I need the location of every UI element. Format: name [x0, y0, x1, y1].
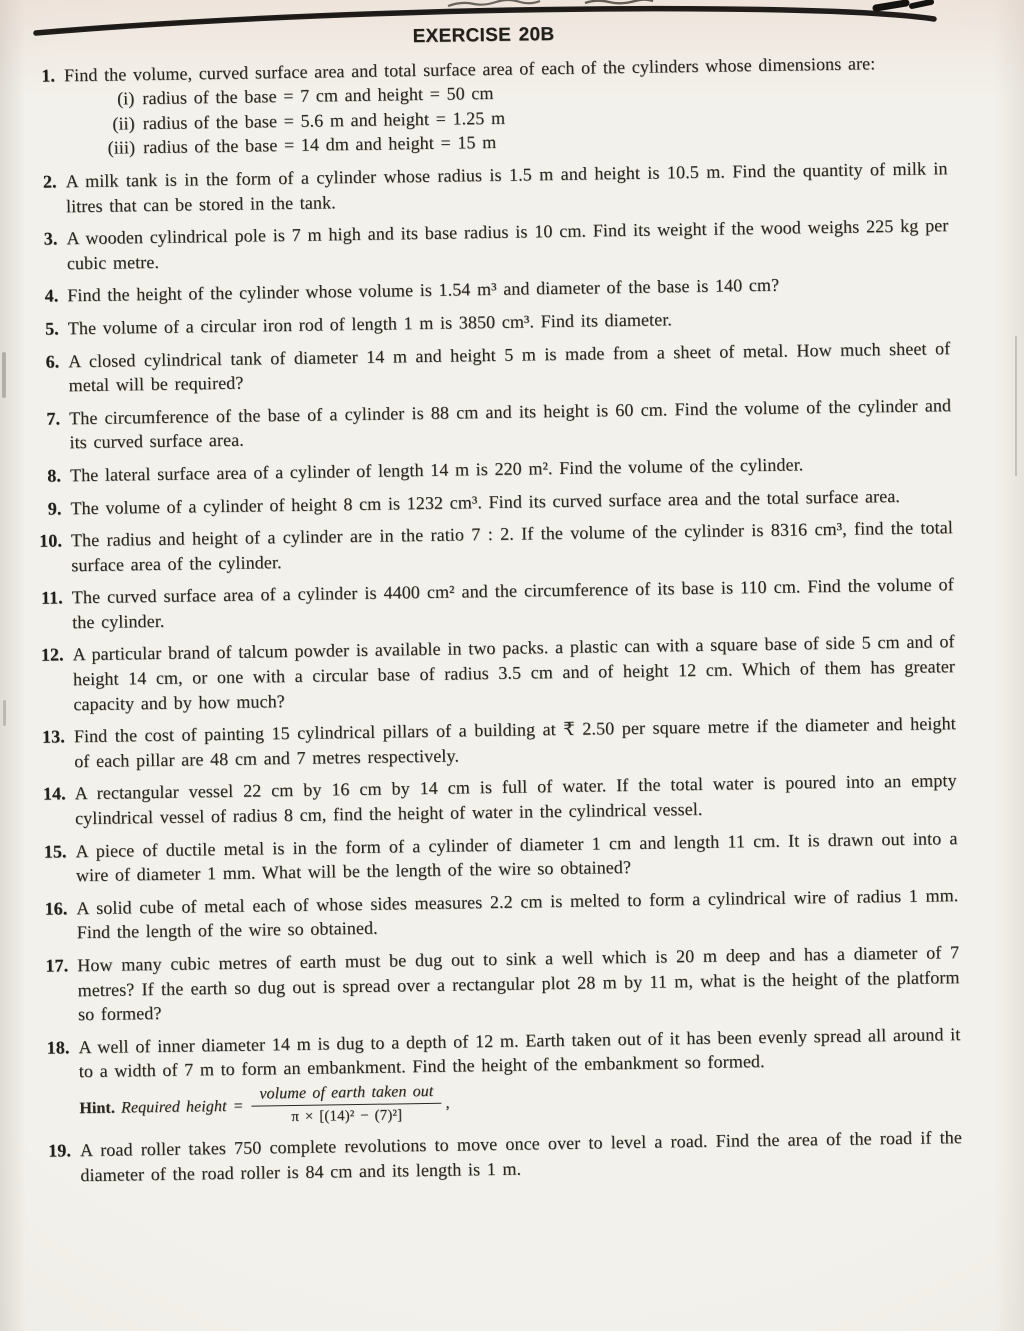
- question-text: A rectangular vessel 22 cm by 16 cm by 14 cm is full of water. If the total water is poured into an empty cylindrical vessel of radius 8 cm, find the height of water in the cylindrical vessel.: [74, 770, 957, 829]
- question-text: A well of inner diameter 14 m is dug to a depth of 12 m. Earth taken out of it has been evenly spread all around it to a width of 7 m to form an embankment. Find the height of the embankment so formed.: [78, 1023, 961, 1082]
- question-number: 12.: [40, 644, 64, 666]
- question-9: [28, 483, 952, 521]
- page-top-scan-artifacts: [0, 0, 1024, 48]
- question-text: A road roller takes 750 complete revolutions to move once over to level a road. Find the area of the road if the diameter of the road roller is 84 cm and its length is 1 m.: [79, 1127, 963, 1185]
- question-number: 10.: [39, 530, 63, 551]
- question-text: A closed cylindrical tank of diameter 14 m and height 5 m is made from a sheet of metal. How much sheet of metal will be required?: [68, 337, 951, 396]
- hint-formula-lhs: Required height =: [120, 1097, 244, 1117]
- question-text: The circumference of the base of a cylinder is 88 cm and its height is 60 cm. Find the volume of the cylinder and its curved surface area.: [69, 394, 952, 453]
- question-number: 7.: [46, 408, 61, 429]
- header-rule-line: [36, 9, 934, 33]
- question-text: The lateral surface area of a cylinder of length 14 m is 220 m². Find the volume of the cylinder.: [69, 454, 804, 486]
- question-7: [27, 393, 952, 456]
- clipped-page-number-mark: [912, 2, 931, 6]
- question-text: How many cubic metres of earth must be dug out to sink a well which is 20 m deep and has a diameter of 7 metres? If the earth so dug out is spread over a rectangular plot 28 m by 11 m, what is the height of the platform so formed?: [77, 942, 960, 1025]
- question-number: 9.: [47, 497, 62, 519]
- question-text: A milk tank is in the form of a cylinder whose radius is 1.5 m and height is 10.5 m. Find the quantity of milk in litres that can be stored in the tank.: [65, 158, 948, 216]
- question-17: [35, 940, 960, 1027]
- question-19: [38, 1125, 963, 1188]
- subitem-label: (ii): [112, 113, 135, 134]
- question-number: 18.: [46, 1037, 70, 1058]
- question-number: 4.: [44, 285, 59, 306]
- clipped-page-number-mark: [876, 3, 906, 8]
- question-number: 5.: [44, 318, 59, 339]
- question-number: 11.: [40, 587, 63, 608]
- question-8: [28, 450, 952, 488]
- clipped-header-text-squiggle: [585, 0, 653, 3]
- clipped-header-text-squiggle: [448, 0, 540, 6]
- hint-label: Hint.: [79, 1099, 116, 1118]
- scan-edge-speck: [3, 700, 6, 726]
- question-number: 15.: [43, 840, 67, 862]
- subitem-text: radius of the base = 7 cm and height = 50 cm: [142, 83, 494, 109]
- question-13: [32, 711, 957, 774]
- question-number: 13.: [41, 726, 66, 747]
- question-2: [23, 156, 948, 219]
- question-text: Find the volume, curved surface area and total surface area of each of the cylinders whose dimensions are:: [63, 52, 876, 85]
- question-text: The radius and height of a cylinder are in the ratio 7 : 2. If the volume of the cylinder is 8316 cm³, find the total surface area of the cylinder.: [70, 517, 954, 575]
- question-number: 1.: [41, 65, 56, 86]
- question-number: 17.: [45, 955, 69, 976]
- question-number: 14.: [42, 783, 66, 805]
- question-6: [26, 336, 951, 399]
- hint-fraction: [251, 1082, 442, 1128]
- question-number: 19.: [48, 1140, 72, 1161]
- subitem-label: (iii): [107, 137, 136, 159]
- question-body: [64, 50, 947, 161]
- question-15: [33, 826, 958, 889]
- question-5: [26, 303, 950, 341]
- hint-fraction-denominator: π × [(14)² − (7)²]: [291, 1107, 403, 1126]
- question-12: [30, 630, 955, 717]
- question-number: 2.: [42, 171, 57, 192]
- exercise-title: EXERCISE 20B: [412, 24, 555, 48]
- question-1: [22, 50, 947, 162]
- hint-punctuation: ,: [445, 1094, 450, 1112]
- question-10: [29, 515, 954, 578]
- question-16: [34, 883, 959, 946]
- scan-edge-shadow: [1015, 336, 1017, 476]
- question-body: [78, 1022, 961, 1130]
- question-18: [36, 1022, 961, 1131]
- subitem-text: radius of the base = 5.6 m and height = 1.25 m: [142, 107, 506, 133]
- subitem-label: (i): [116, 88, 135, 109]
- question-18-hint: [79, 1074, 962, 1130]
- question-text: Find the height of the cylinder whose volume is 1.54 m³ and diameter of the base is 140 cm?: [67, 275, 780, 306]
- question-number: 6.: [45, 350, 60, 372]
- exercise-page-content: [21, 17, 962, 1196]
- question-number: 8.: [47, 465, 62, 486]
- subitem-text: radius of the base = 14 dm and height = 15 m: [143, 132, 497, 158]
- question-text: A solid cube of metal each of whose sides measures 2.2 cm is melted to form a cylindrical wire of radius 1 mm. Find the length of the wire so obtained.: [76, 884, 959, 943]
- question-text: Find the cost of painting 15 cylindrical pillars of a building at ₹ 2.50 per square metre if the diameter and height of each pillar are 48 cm and 7 metres respectively.: [73, 713, 956, 772]
- question-number: 3.: [43, 228, 58, 249]
- question-14: [33, 769, 958, 832]
- question-number: 16.: [44, 898, 68, 919]
- question-text: The volume of a cylinder of height 8 cm is 1232 cm³. Find its curved surface area and the total surface area.: [70, 485, 901, 518]
- question-4: [25, 271, 949, 309]
- question-text: A piece of ductile metal is in the form of a cylinder of diameter 1 cm and length 11 cm. It is drawn out into a wire of diameter 1 mm. What will be the length of the wire so obtained?: [75, 827, 958, 886]
- question-text: A wooden cylindrical pole is 7 m high and its base radius is 10 cm. Find its weight if the wood weighs 225 kg per cubic metre.: [66, 215, 949, 274]
- question-text: The curved surface area of a cylinder is 4400 cm² and the circumference of its base is 110 cm. Find the volume of the cylinder.: [71, 574, 954, 633]
- question-text: The volume of a circular iron rod of length 1 m is 3850 cm³. Find its diameter.: [67, 309, 673, 339]
- hint-fraction-numerator: volume of earth taken out: [251, 1082, 441, 1107]
- question-11: [30, 572, 955, 635]
- question-text: A particular brand of talcum powder is available in two packs. a plastic can with a square base of side 5 cm and of height 14 cm, or one with a circular base of radius 3.5 cm and of height 12 cm. Which of them has greater capacity and by how much?: [72, 631, 956, 714]
- scan-edge-speck: [2, 352, 6, 398]
- question-3: [24, 213, 949, 276]
